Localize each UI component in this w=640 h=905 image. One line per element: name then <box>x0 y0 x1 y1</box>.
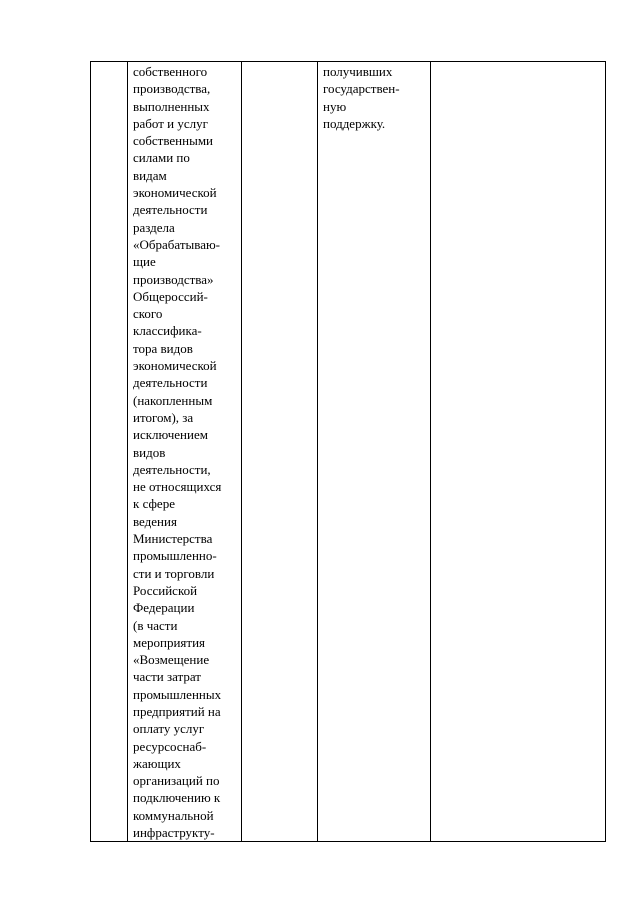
table-cell-col1 <box>91 62 128 842</box>
table-cell-col3 <box>242 62 318 842</box>
cell-text-recipients: получивших государствен- ную поддержку. <box>323 64 400 131</box>
document-table <box>90 61 606 842</box>
table-cell-col4 <box>318 62 431 842</box>
table-cell-col5 <box>431 62 606 842</box>
cell-text-col5 <box>431 62 605 63</box>
table-row <box>91 62 606 842</box>
cell-text-col3 <box>242 62 317 63</box>
cell-text-col1 <box>91 62 127 63</box>
table-cell-col2 <box>128 62 242 842</box>
cell-text-indicator: собственного производства, выполненных работ и услуг собственными силами по видам экономической деятельности раздела «Обрабатываю- щие производства» Общероссий- ского классифика- тора видов экономической деятельности (накопленным итогом), за исключением видов деятельности, не относящихся к сфере ведения Министерства промышленно- сти и торговли Российской Федерации (в части мероприятия «Возмещение части затрат промышленных предприятий на оплату услуг ресурсоснаб- жающих организаций по подключению к коммунальной инфраструкту- <box>133 64 222 841</box>
